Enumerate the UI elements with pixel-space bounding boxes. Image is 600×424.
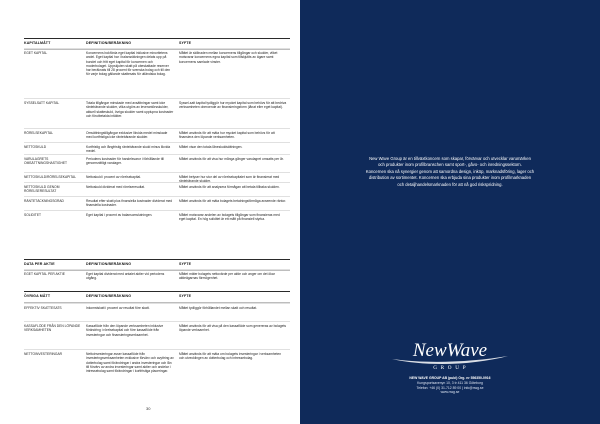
- row-term: NETTOSKULD/RÖRELSEKAPITAL: [24, 175, 77, 179]
- row-purpose: Måttet används för att mäta om bolagets investeringar i verksamheten och utvecklingen av dotterbolag och intressebolag.: [179, 352, 282, 361]
- row-term: NETTOSKULD GENOM RÖRELSERESULTAT: [24, 185, 60, 194]
- table-row: [24, 196, 290, 211]
- row-purpose: Måttet används för att visa på den kassaflöde som genereras av bolagets löpande verksamhet.: [179, 324, 287, 333]
- other-table-header: [24, 291, 290, 303]
- row-term: EGET KAPITAL: [24, 51, 48, 55]
- row-purpose: Måttet belyser hur stor del av rörelsekapitalet som är finansierat med räntebärande skulder.: [179, 175, 280, 184]
- row-term: EGET KAPITAL PER AKTIE: [24, 272, 65, 276]
- table-row: [24, 349, 290, 396]
- address-company: NEW WAVE GROUP AB (publ) Org. nr 556350-0916: [409, 376, 491, 380]
- address-phone: Telefon: +46 (0) 31-712 89 00 | info@nwg.se: [416, 385, 484, 390]
- row-definition: Omsättningstillgångar exklusive likvida medel minskade med kortfristiga icke räntebärande skulder.: [86, 131, 168, 140]
- row-purpose: Måttet tydliggör förhållandet mellan skatt och resultat.: [179, 306, 258, 310]
- row-definition: Resultat efter skatt plus finansiella kostnader dividerat med finansiella kostnader.: [86, 199, 173, 208]
- company-intro: [338, 156, 562, 188]
- table-row: [24, 321, 290, 350]
- row-definition: Periodens kostnader för handelsvaror i förhållande till genomsnittligt varulager.: [86, 157, 164, 166]
- col-header-syfte: SYFTE: [179, 293, 192, 298]
- address-street: Kungsportsavenyn 10, 3 tr 411 36 Göteborg: [417, 380, 483, 385]
- table-row: [24, 128, 290, 143]
- row-term: SYSSELSATT KAPITAL: [24, 101, 60, 105]
- row-purpose: Måttet används för att mäta hur mycket kapital som behövs för att finansiera den löpande verksamheten.: [179, 131, 275, 140]
- row-purpose: Måttet mäter bolagets nettovärde per aktie och anger om det ökar aktieägarnas förmögenhet.: [179, 272, 275, 281]
- col-header-syfte: SYFTE: [179, 261, 192, 266]
- col-header-definition: DEFINITION/BERÄKNING: [86, 261, 132, 266]
- row-definition: Nettoskuld dividerat med rörelseresultat.: [86, 185, 146, 189]
- col-header-ovriga-matt: ÖVRIGA MÅTT: [24, 293, 51, 298]
- row-term: RÄNTETÄCKNINGSGRAD: [24, 199, 64, 203]
- col-header-data-per-aktie: DATA PER AKTIE: [24, 261, 55, 266]
- table-row: [24, 98, 290, 129]
- table-row: [24, 210, 290, 249]
- intro-line: distribution av sortimentet. Koncernen ska erbjuda sina produkter inom profilmarknaden: [368, 175, 532, 181]
- table-row: [24, 269, 290, 292]
- row-purpose: Måttet motsvarar andelen av bolagets tillgångar som finansieras med eget kapital. En hög soliditet är ett mått på finansiell styrka.: [179, 213, 280, 222]
- new-wave-group-logo: [388, 338, 512, 372]
- company-profile-page: [300, 0, 600, 424]
- page-number: 30: [146, 406, 151, 411]
- col-header-syfte: SYFTE: [179, 40, 192, 45]
- intro-line: och produkter inom profilbranschen samt sport-, gåvo- och inredningssektorn.: [378, 162, 522, 168]
- col-header-definition: DEFINITION/BERÄKNING: [86, 40, 132, 45]
- table-row: [24, 303, 290, 322]
- row-purpose: Syssel-satt kapital tydliggör hur mycket kapital som behövs för att bedriva verksamheten oberoende av finansieringsform (lånat eller eget kapital).: [179, 101, 287, 110]
- row-definition: Eget kapital i procent av balansomslutningen.: [86, 213, 153, 217]
- row-purpose: Måttet används för att mäta bolagets betalningsförmåga avseende räntor.: [179, 199, 287, 203]
- row-definition: Totala tillgångar minskade med avsättningar samt icke räntebärande skulder, vilka utgörs av leverantörsskulder, aktuell skatteskuld, övriga skulder samt upplupna kostnader och förutbetalda intäkter.: [86, 101, 174, 118]
- row-term: NETTOINVESTERINGAR: [24, 352, 63, 356]
- row-purpose: Måttet är skillnaden mellan koncernens tillgångar och skulder, vilket motsvarar koncernens egna kapital som tillskjutits av ägare samt koncernens samlade vinster.: [179, 51, 278, 64]
- row-purpose: Måttet visar den totala låneskuldsättningen.: [179, 145, 243, 149]
- row-definition: Kassaflöde från den löpande verksamheten inklusive förändring i rörelsekapital och före kassaflöde från investeringar och finansieringsverksamhet.: [86, 324, 164, 337]
- intro-line: New Wave Group är en tillväxtkoncern som skapar, förvärvar och utvecklar varumärken: [369, 156, 531, 161]
- company-address: [360, 376, 540, 395]
- row-definition: Eget kapital dividerat med antalet aktier vid periodens utgång.: [86, 272, 165, 281]
- table-row: [24, 154, 290, 173]
- row-purpose: Måttet används för att visa hur många gånger varulagret omsatts per år.: [179, 157, 284, 161]
- intro-line: Koncernen ska nå synergier genom att samordna design, inköp, marknadsföring, lager och: [365, 168, 535, 174]
- address-web: www.nwg.se: [440, 390, 460, 395]
- row-definition: Nettoskuld i procent av rörelsekapital.: [86, 175, 141, 179]
- row-term: VARULAGRETS OMSÄTTNINGSHASTIGHET: [24, 157, 68, 166]
- row-definition: Koncernens bokförda eget kapital inklusive minoritetens andel. Eget kapital har i balansräkningen delats upp på bundet och fritt eget kapital för koncernen och moderbolaget. Uppskjuten skatt på obeskattade reserver har beräknats till 28 procent för svenska bolag och till den för varje bolag gällande skattesats för utländska bolag.: [86, 51, 171, 77]
- row-definition: Kortfristig och långfristig räntebärande skuld minus likvida medel.: [86, 145, 171, 154]
- intro-line: och detaljhandelsmarknaden för att nå god riskspridning.: [397, 181, 503, 187]
- table-row: [24, 48, 290, 99]
- row-term: NETTOSKULD: [24, 145, 47, 149]
- row-term: KASSAFLÖDE FRÅN DEN LÖPANDE VERKSAMHETEN: [24, 324, 81, 333]
- logo-wordmark: NewWave: [412, 340, 488, 361]
- row-term: EFFEKTIV SKATTESATS: [24, 306, 62, 310]
- row-term: SOLIDITET: [24, 213, 42, 217]
- col-header-definition: DEFINITION/BERÄKNING: [86, 293, 132, 298]
- table-row: [24, 182, 290, 197]
- row-term: RÖRELSEKAPITAL: [24, 131, 54, 135]
- col-header-kapitalmatt: KAPITALMÅTT: [24, 40, 51, 45]
- logo-subtitle: G R O U P: [433, 365, 467, 371]
- row-purpose: Måttet används för att analysera förmågan att betala tillbaka skulden.: [179, 185, 280, 189]
- row-definition: Inkomstskatt i procent av resultat före skatt.: [86, 306, 150, 310]
- row-definition: Nettoinvesteringar avser kassaflöde från investeringsverksamheten exklusive förvärv och avyttring av dotterbolag samt förändringar i andra investeringar och lån till förvärv av andra investeringar samt aktier och andelar i intressebolag samt förändringar i kortfristiga placeringar.: [86, 352, 174, 374]
